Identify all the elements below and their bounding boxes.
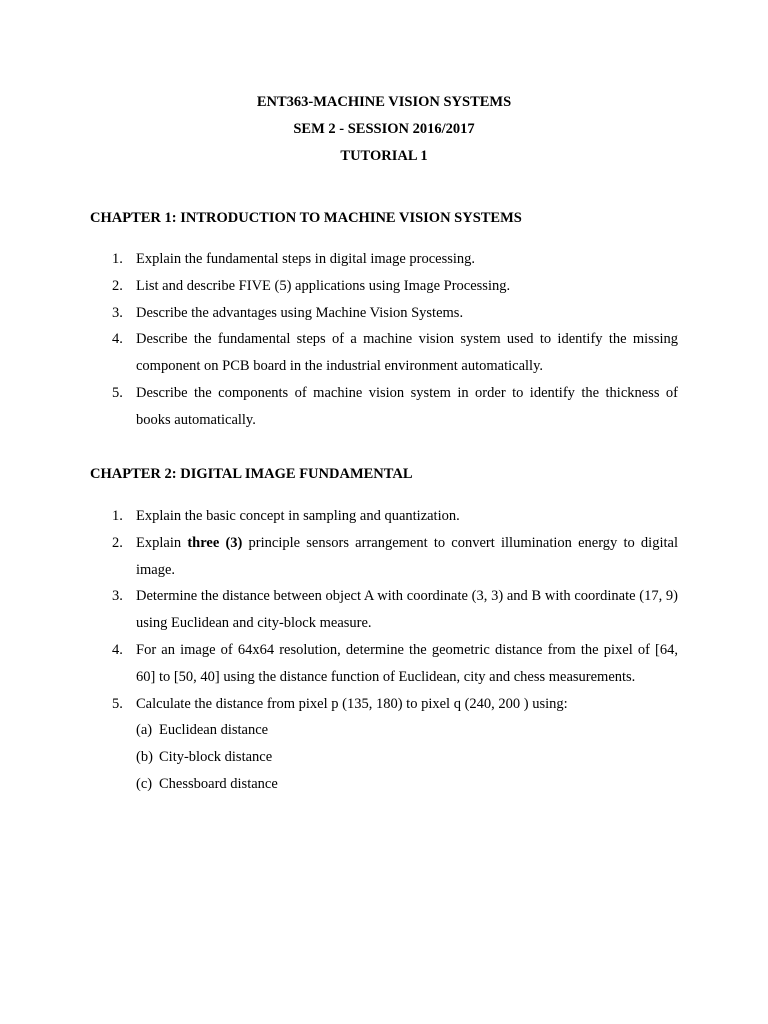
question-item	[90, 300, 678, 327]
question-text: For an image of 64x64 resolution, determine the geometric distance from the pixel of [64, 60] to [50, 40] using the distance function of Euclidean, city and chess measurements.	[136, 641, 678, 685]
question-number: 4.	[112, 641, 123, 658]
question-item	[90, 246, 678, 273]
question-item	[90, 691, 678, 798]
chapter1-question-list	[90, 246, 678, 434]
question-item	[90, 530, 678, 584]
question-item	[90, 637, 678, 691]
question-item	[90, 380, 678, 434]
question-number: 2.	[112, 534, 123, 551]
question-text-bold: three (3)	[187, 534, 243, 551]
chapter1-heading: CHAPTER 1: INTRODUCTION TO MACHINE VISION SYSTEMS	[90, 210, 522, 226]
tutorial-title: TUTORIAL 1	[340, 148, 428, 164]
sub-question-text: Euclidean distance	[159, 722, 269, 739]
question-text: Describe the advantages using Machine Vision Systems.	[136, 304, 464, 321]
question-item	[90, 503, 678, 530]
question-text: List and describe FIVE (5) applications using Image Processing.	[136, 277, 511, 294]
question-text: Calculate the distance from pixel p (135, 180) to pixel q (240, 200 ) using:	[136, 695, 568, 712]
question-text: Describe the components of machine vision system in order to identify the thickness of books automatically.	[136, 384, 678, 428]
sub-question-text: City-block distance	[159, 749, 273, 766]
question-text-post: principle sensors arrangement to convert illumination energy to digital image.	[136, 534, 678, 578]
question-number: 1.	[112, 251, 123, 267]
question-number: 5.	[112, 384, 123, 401]
question-text-pre: Explain	[136, 534, 188, 551]
question-number: 3.	[112, 304, 123, 321]
question-text: Explain the fundamental steps in digital image processing.	[136, 251, 476, 267]
session-title: SEM 2 - SESSION 2016/2017	[293, 121, 475, 137]
question-text: Describe the fundamental steps of a machine vision system used to identify the missing component on PCB board in the industrial environment automatically.	[136, 331, 678, 375]
sub-question-item	[136, 717, 678, 744]
question-number: 1.	[112, 508, 123, 524]
question-text: Explain the basic concept in sampling and quantization.	[136, 508, 460, 524]
chapter2-heading: CHAPTER 2: DIGITAL IMAGE FUNDAMENTAL	[90, 466, 413, 482]
question-item	[90, 583, 678, 637]
sub-question-label: (b)	[136, 749, 153, 766]
sub-question-list	[136, 717, 678, 797]
question-number: 3.	[112, 588, 123, 605]
question-item	[90, 273, 678, 300]
question-number: 2.	[112, 277, 123, 294]
sub-question-label: (a)	[136, 722, 153, 739]
question-item	[90, 326, 678, 380]
question-text	[136, 535, 678, 578]
sub-question-text: Chessboard distance	[159, 775, 278, 792]
sub-question-item	[136, 744, 678, 771]
question-text: Determine the distance between object A with coordinate (3, 3) and B with coordinate (17, 9) using Euclidean and city-block measure.	[136, 588, 678, 632]
question-number: 4.	[112, 331, 123, 348]
chapter2-question-list	[90, 503, 678, 798]
sub-question-item	[136, 771, 678, 798]
question-number: 5.	[112, 695, 123, 712]
sub-question-label: (c)	[136, 775, 153, 792]
course-title: ENT363-MACHINE VISION SYSTEMS	[256, 94, 512, 110]
